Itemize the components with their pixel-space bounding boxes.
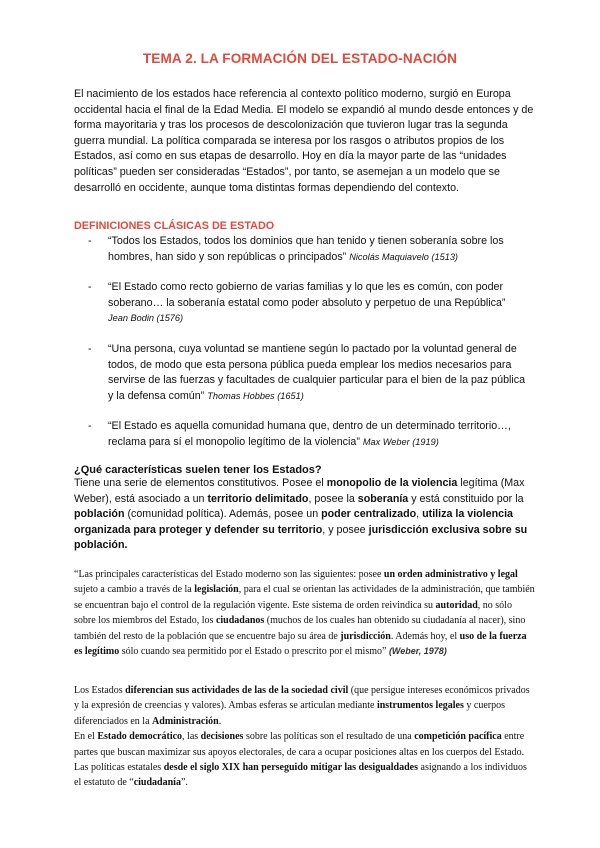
definition-item <box>88 342 528 404</box>
text-run: . Además hoy, el <box>390 630 460 642</box>
bold-term: diferencian sus actividades de las de la sociedad civil <box>125 685 349 696</box>
bold-term: jurisdicción <box>340 630 391 642</box>
bold-term: legislación <box>194 584 239 596</box>
definition-author: Nicolás Maquiavelo (1513) <box>349 251 458 262</box>
text-run: sobre las políticas son el resultado de una <box>243 731 415 743</box>
text-run: , posee la <box>308 492 358 505</box>
definition-author: Jean Bodin (1576) <box>108 313 184 324</box>
bold-term: decisiones <box>200 731 244 743</box>
bold-term: ciudadanos <box>215 615 265 627</box>
estados-section <box>74 683 536 791</box>
characteristics-paragraph <box>74 476 534 554</box>
bold-term: desde el siglo XIX han perseguido mitigar las desigualdades <box>163 762 418 774</box>
democratic-state-paragraph <box>74 729 536 791</box>
text-run: ”. <box>180 777 188 789</box>
text-run: . <box>218 715 222 727</box>
quote-author: (Weber, 1978) <box>388 646 447 657</box>
bold-term: territorio delimitado <box>207 492 309 505</box>
bold-term: un orden administrativo y legal <box>383 569 518 580</box>
bold-term: ciudadanía <box>133 777 181 789</box>
bold-term: instrumentos legales <box>376 700 464 712</box>
text-run: y cuerpos diferenciados en la <box>74 700 505 727</box>
bold-term: autoridad <box>435 599 478 611</box>
text-run: , no sólo sobre los miembros del Estado, los <box>74 599 512 627</box>
text-run: Tiene una serie de elementos constitutivos. Posee el <box>74 477 327 489</box>
civil-society-paragraph <box>74 683 536 729</box>
definition-item <box>88 419 528 450</box>
list-dash: - <box>88 235 92 247</box>
definition-author: Thomas Hobbes (1651) <box>207 390 304 401</box>
definition-text: “Una persona, cuya voluntad se mantiene según lo pactado por la voluntad general de todos, de modo que esta persona pública pueda emplear los medios necesarios para servirse de las fuerzas y facultades de cualquier particular para el bien de la paz pública y la defensa común” <box>108 342 526 402</box>
text-run: sujeto a cambio a través de la <box>74 584 195 596</box>
bold-term: jurisdicción exclusiva sobre su población. <box>74 523 528 552</box>
text-run: , y posee <box>322 523 369 536</box>
bold-term: poder centralizado <box>321 508 417 521</box>
text-run: asignando a los individuos el estatuto de “ <box>74 762 527 789</box>
text-run: , <box>416 508 423 521</box>
text-run: (que persigue intereses económicos privados y la expresión de creencias y valores). Ambas esferas se articulan mediante <box>74 685 530 712</box>
bold-term: Estado democrático <box>97 731 183 743</box>
definitions-list <box>88 234 528 466</box>
definition-item <box>88 280 528 327</box>
text-run: entre partes que buscan maximizar sus apoyos electorales, de cara a ocupar posiciones altas en los cuerpos del Estado. Las políticas estatales <box>74 731 525 774</box>
text-run: “Las principales características del Estado moderno son las siguientes: posee <box>74 569 384 580</box>
definitions-heading: DEFINICIONES CLÁSICAS DE ESTADO <box>74 220 275 232</box>
definition-text: “Todos los Estados, todos los dominios que han tenido y tienen soberanía sobre los hombres, han sido y son repúblicas o principados” <box>108 235 504 263</box>
definition-item <box>88 234 528 265</box>
text-run: En el <box>74 731 98 743</box>
bold-term: soberanía <box>357 492 409 505</box>
bold-term: población <box>74 508 125 521</box>
text-run: , para el cual se orientan las actividades de la administración, que también se encuentran bajo el control de la regulación vigente. Este sistema de orden reivindica su <box>74 584 535 611</box>
list-dash: - <box>88 281 92 294</box>
list-dash: - <box>88 342 92 355</box>
weber-quote-paragraph <box>74 567 536 659</box>
definition-text: “El Estado como recto gobierno de varias familias y lo que les es común, con poder soberano… la soberanía estatal como poder absoluto y perpetuo de una República” <box>108 281 506 309</box>
text-run: , las <box>182 731 201 743</box>
text-run: Los Estados <box>74 685 126 696</box>
definition-text: “El Estado es aquella comunidad humana que, dentro de un determinado territorio…, reclama para sí el monopolio legítimo de la violencia” <box>108 420 511 448</box>
definition-author: Max Weber (1919) <box>362 436 439 447</box>
bold-term: uso de la fuerza es legítimo <box>74 630 527 658</box>
bold-term: utiliza la violencia organizada para proteger y defender su territorio <box>74 508 513 536</box>
section-question-heading: ¿Qué características suelen tener los Estados? <box>74 464 322 476</box>
text-run: y está constituido por la <box>408 492 524 505</box>
text-run: legítima (Max Weber), está asociado a un <box>74 477 525 505</box>
bold-term: competición pacífica <box>414 731 502 743</box>
text-run: sólo cuando sea permitido por el Estado o prescrito por el mismo” <box>119 646 389 658</box>
text-run: (muchos de los cuales han obtenido su ciudadanía al nacer), sino también del resto de la población que se encuentre bajo su área de <box>74 615 526 642</box>
text-run: (comunidad política). Además, posee un <box>124 508 322 521</box>
intro-paragraph: El nacimiento de los estados hace referencia al contexto político moderno, surgió en Europa occidental hacia el final de la Edad Media. El modelo se expandió al mundo desde entonces y de forma mayoritaria y tras los procesos de descolonización que tuvieron lugar tras la segunda guerra mundial. La política comparada se interesa por los rasgos o atributos propios de los Estados, así como en sus etapas de desarrollo. Hoy en día la mayor parte de las “unidades políticas” pueden ser consideradas “Estados”, por tanto, se asemejan a un modelo que se desarrolló en occidente, aunque toma distintas formas dependiendo del contexto. <box>74 88 534 194</box>
bold-term: Administración <box>152 715 219 727</box>
list-dash: - <box>88 420 92 433</box>
document-title: TEMA 2. LA FORMACIÓN DEL ESTADO-NACIÓN <box>142 51 458 66</box>
bold-term: monopolio de la violencia <box>326 477 458 489</box>
